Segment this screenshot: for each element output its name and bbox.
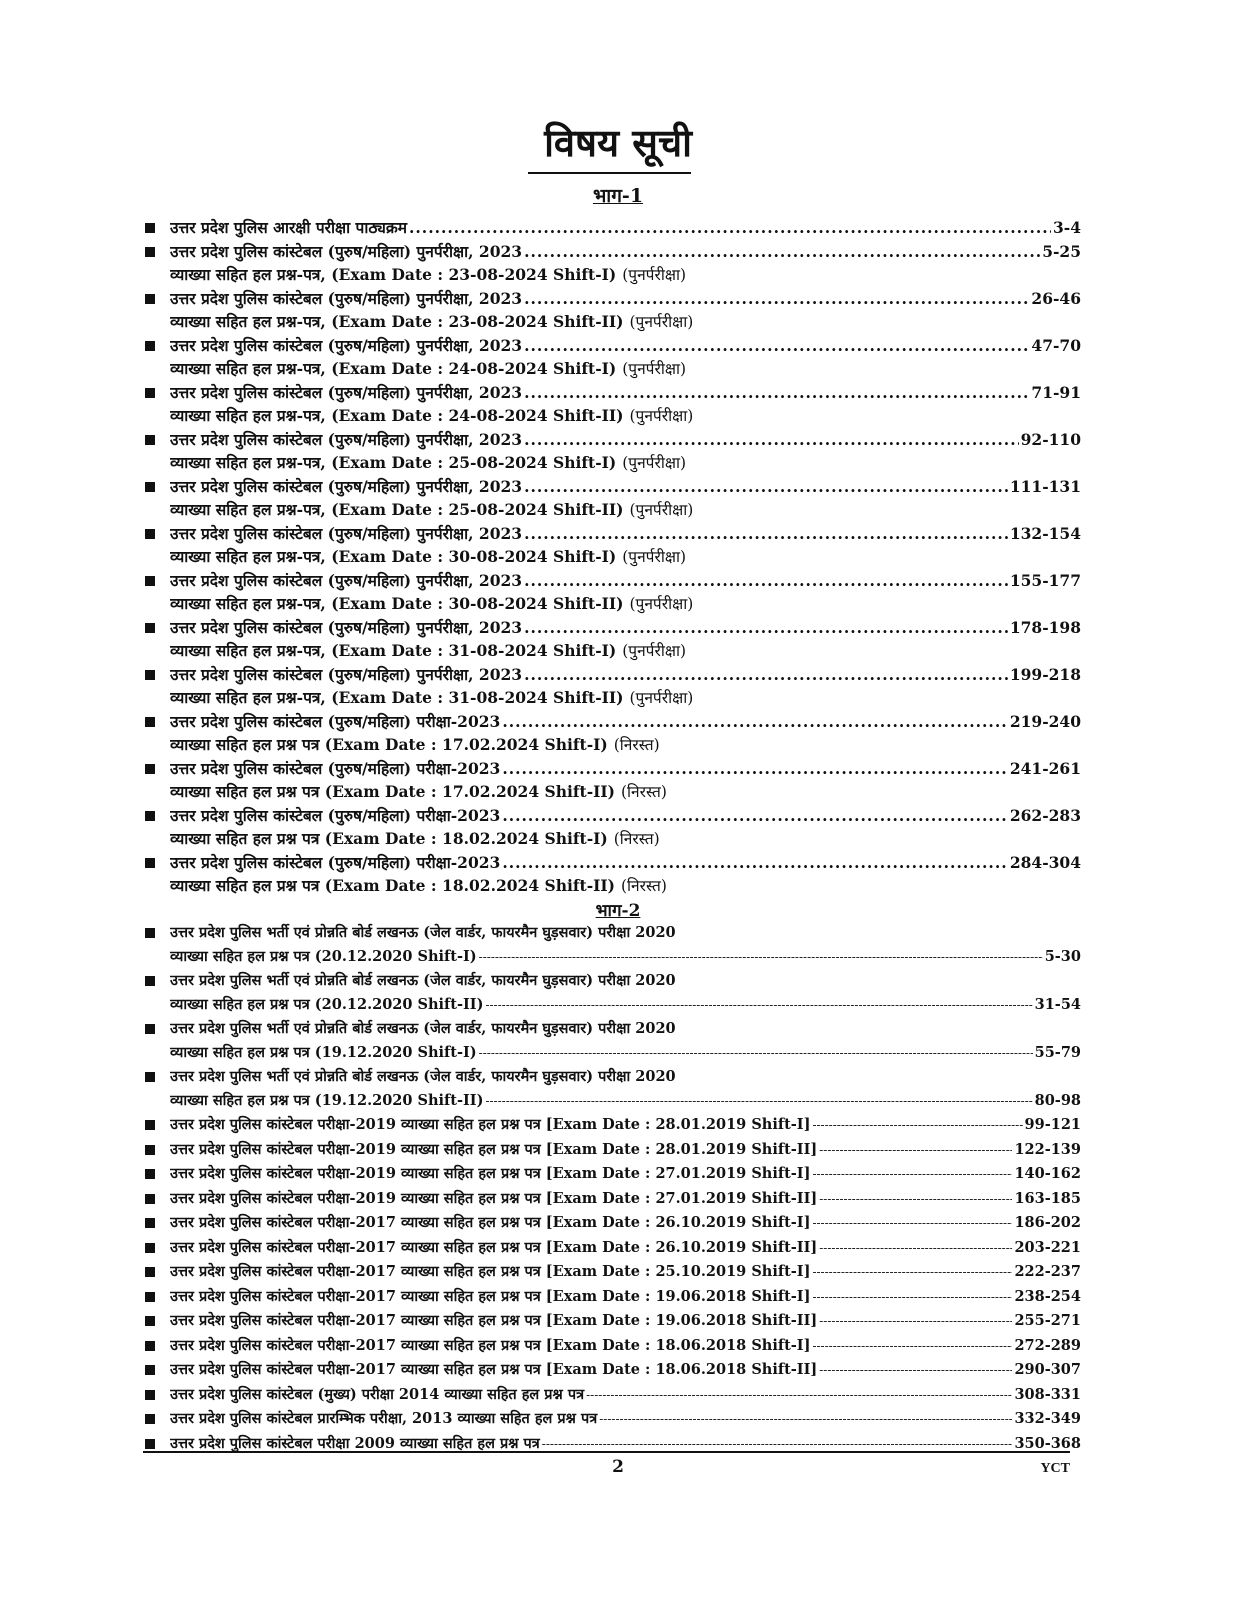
toc-title-line [170, 1260, 1081, 1285]
toc-page-range: 5-25 [1042, 242, 1081, 261]
dash-leader [812, 1286, 1012, 1310]
toc-entry-title: उत्तर प्रदेश पुलिस कांस्टेबल (पुरुष/महिला) परीक्षा-2023 [170, 806, 501, 825]
part1-contents-list [145, 216, 1081, 898]
dot-leader [524, 334, 1029, 357]
dash-leader [812, 1163, 1012, 1187]
dot-leader [524, 428, 1019, 451]
toc-entry-note: (निरस्त) [620, 783, 667, 801]
dot-leader [524, 287, 1029, 310]
toc-subtitle-line [170, 592, 1081, 616]
toc-entry-subtitle: व्याख्या सहित हल प्रश्न पत्र (Exam Date : 17.02.2024 Shift-II) [170, 782, 615, 801]
dot-leader [524, 240, 1040, 263]
dash-leader [812, 1114, 1022, 1138]
dot-leader [502, 851, 1008, 874]
toc-title-line [170, 522, 1081, 545]
toc-entry-note: (पुनर्परीक्षा) [629, 595, 694, 613]
toc-entry-title: उत्तर प्रदेश पुलिस कांस्टेबल (पुरुष/महिला) पुनर्परीक्षा, 2023 [170, 524, 523, 543]
toc-title-line [170, 1358, 1081, 1383]
bullet-square-icon [145, 1341, 155, 1351]
toc-title-line [170, 240, 1081, 263]
toc-entry [145, 1309, 1081, 1334]
bullet-square-icon [145, 435, 155, 445]
title-underline [528, 172, 691, 174]
toc-subtitle-line [170, 1089, 1081, 1114]
toc-entry [145, 1113, 1081, 1138]
toc-title-line [170, 381, 1081, 404]
bullet-square-icon [145, 1169, 155, 1179]
dash-leader [812, 1335, 1012, 1359]
toc-page-range: 350-368 [1014, 1434, 1081, 1452]
bullet-square-icon [145, 1218, 155, 1228]
toc-entry-title: उत्तर प्रदेश पुलिस कांस्टेबल (पुरुष/महिला) परीक्षा-2023 [170, 712, 501, 731]
toc-entry [145, 1211, 1081, 1236]
toc-page-range: 186-202 [1014, 1214, 1081, 1231]
toc-page-range: 132-154 [1009, 524, 1081, 543]
bullet-square-icon [145, 1439, 155, 1449]
toc-title-line [170, 804, 1081, 827]
toc-title-line [170, 569, 1081, 592]
toc-entry-note: (पुनर्परीक्षा) [629, 689, 694, 707]
bullet-square-icon [145, 1365, 155, 1375]
toc-entry-title: उत्तर प्रदेश पुलिस कांस्टेबल परीक्षा-2019 व्याख्या सहित हल प्रश्न पत्र [Exam Date : 28.01.2019 Shift-II] [170, 1140, 818, 1158]
toc-entry [145, 851, 1081, 898]
bullet-square-icon [145, 294, 155, 304]
toc-entry-title: उत्तर प्रदेश पुलिस कांस्टेबल (पुरुष/महिला) परीक्षा-2023 [170, 853, 501, 872]
toc-entry-note: (पुनर्परीक्षा) [622, 642, 687, 660]
toc-page-range: 272-289 [1014, 1336, 1081, 1354]
toc-entry [145, 1065, 1081, 1113]
bullet-square-icon [145, 1414, 155, 1424]
toc-title-line [170, 663, 1081, 686]
toc-page-range: 92-110 [1020, 430, 1081, 449]
toc-entry-note: (पुनर्परीक्षा) [622, 548, 687, 566]
dash-leader [819, 1310, 1012, 1334]
bullet-square-icon [145, 1120, 155, 1130]
page-title: विषय सूची [544, 120, 692, 165]
toc-page-range: 55-79 [1034, 1043, 1081, 1061]
bullet-square-icon [145, 764, 155, 774]
toc-entry-note: (पुनर्परीक्षा) [622, 360, 687, 378]
toc-title-line [170, 1017, 1081, 1041]
toc-entry-note: (पुनर्परीक्षा) [622, 454, 687, 472]
toc-entry-subtitle: व्याख्या सहित हल प्रश्न-पत्र, (Exam Date : 31-08-2024 Shift-II) [170, 688, 624, 707]
toc-title-line [170, 1334, 1081, 1359]
toc-title-line [170, 1162, 1081, 1187]
toc-entry [145, 1334, 1081, 1359]
toc-entry-title: उत्तर प्रदेश पुलिस कांस्टेबल परीक्षा-2019 व्याख्या सहित हल प्रश्न पत्र [Exam Date : 27.01.2019 Shift-I] [170, 1165, 811, 1182]
bullet-square-icon [145, 1267, 155, 1277]
toc-title-line [170, 851, 1081, 874]
toc-entry-title: उत्तर प्रदेश पुलिस कांस्टेबल (पुरुष/महिला) पुनर्परीक्षा, 2023 [170, 665, 523, 684]
toc-subtitle-line [170, 639, 1081, 663]
toc-entry [145, 1383, 1081, 1408]
toc-page-range: 203-221 [1014, 1238, 1081, 1256]
dot-leader [524, 522, 1008, 545]
toc-title-line [170, 287, 1081, 310]
toc-page-range: 3-4 [1052, 218, 1081, 237]
toc-page-range: 308-331 [1014, 1385, 1081, 1403]
bullet-square-icon [145, 247, 155, 257]
toc-title-line [170, 1407, 1081, 1432]
publisher-brand: YCT [1040, 1461, 1070, 1476]
toc-page-range: 155-177 [1009, 571, 1081, 590]
dash-leader [819, 1359, 1012, 1383]
dot-leader [524, 616, 1008, 639]
toc-page-range: 199-218 [1009, 665, 1081, 684]
toc-title-line [170, 616, 1081, 639]
toc-page-range: 99-121 [1024, 1116, 1081, 1133]
toc-entry [145, 1358, 1081, 1383]
toc-page-range: 26-46 [1031, 289, 1081, 308]
dash-leader [812, 1261, 1012, 1285]
toc-subtitle-line [170, 310, 1081, 334]
toc-entry-note: (पुनर्परीक्षा) [629, 407, 694, 425]
toc-entry-title: उत्तर प्रदेश पुलिस कांस्टेबल परीक्षा 2009 व्याख्या सहित हल प्रश्न पत्र [170, 1434, 540, 1452]
toc-entry-subtitle: व्याख्या सहित हल प्रश्न पत्र (19.12.2020 Shift-I) [170, 1043, 477, 1061]
dot-leader [524, 663, 1008, 686]
toc-entry-subtitle: व्याख्या सहित हल प्रश्न पत्र (Exam Date : 18.02.2024 Shift-II) [170, 876, 615, 895]
footer-rule [143, 1451, 1070, 1453]
part2-heading-text: भाग-2 [595, 901, 641, 921]
toc-entry [145, 1407, 1081, 1432]
dash-leader [485, 994, 1032, 1018]
dot-leader [524, 569, 1008, 592]
part2-heading [0, 899, 1236, 923]
toc-title-line [170, 1113, 1081, 1138]
toc-subtitle-line [170, 733, 1081, 757]
part2-contents-list [145, 921, 1081, 1456]
toc-entry-title: उत्तर प्रदेश पुलिस कांस्टेबल परीक्षा-2017 व्याख्या सहित हल प्रश्न पत्र [Exam Date : 18.06.2018 Shift-II] [170, 1361, 818, 1378]
toc-page-range: 241-261 [1009, 759, 1081, 778]
toc-subtitle-line [170, 498, 1081, 522]
toc-entry-subtitle: व्याख्या सहित हल प्रश्न पत्र (Exam Date : 18.02.2024 Shift-I) [170, 829, 608, 848]
dot-leader [502, 757, 1008, 780]
bullet-square-icon [145, 1145, 155, 1155]
toc-entry-subtitle: व्याख्या सहित हल प्रश्न-पत्र, (Exam Date : 30-08-2024 Shift-I) [170, 547, 617, 566]
bullet-square-icon [145, 858, 155, 868]
toc-title-line [170, 1309, 1081, 1334]
toc-entry-subtitle: व्याख्या सहित हल प्रश्न-पत्र, (Exam Date : 30-08-2024 Shift-II) [170, 594, 624, 613]
toc-subtitle-line [170, 451, 1081, 475]
toc-page-range: 222-237 [1014, 1263, 1081, 1280]
toc-title-line [170, 428, 1081, 451]
toc-entry-title: उत्तर प्रदेश पुलिस कांस्टेबल (पुरुष/महिला) परीक्षा-2023 [170, 759, 501, 778]
toc-title-line [170, 216, 1081, 239]
toc-entry-subtitle: व्याख्या सहित हल प्रश्न-पत्र, (Exam Date : 23-08-2024 Shift-II) [170, 312, 624, 331]
toc-page-range: 80-98 [1034, 1091, 1081, 1109]
toc-page-range: 47-70 [1031, 336, 1081, 355]
page-number: 2 [612, 1457, 624, 1477]
toc-entry-title: उत्तर प्रदेश पुलिस भर्ती एवं प्रोन्नति बोर्ड लखनऊ (जेल वार्डर, फायरमैन घुड़सवार) परीक्षा 2020 [170, 1020, 676, 1037]
toc-entry [145, 569, 1081, 616]
bullet-square-icon [145, 223, 155, 233]
toc-entry-title: उत्तर प्रदेश पुलिस कांस्टेबल परीक्षा-2017 व्याख्या सहित हल प्रश्न पत्र [Exam Date : 25.10.2019 Shift-I] [170, 1263, 811, 1280]
toc-entry-title: उत्तर प्रदेश पुलिस आरक्षी परीक्षा पाठ्यक्रम [170, 218, 408, 237]
dash-leader [819, 1237, 1012, 1261]
toc-entry [145, 1162, 1081, 1187]
toc-entry-subtitle: व्याख्या सहित हल प्रश्न पत्र (20.12.2020 Shift-II) [170, 995, 484, 1013]
toc-entry-title: उत्तर प्रदेश पुलिस कांस्टेबल (पुरुष/महिला) पुनर्परीक्षा, 2023 [170, 618, 523, 637]
dot-leader [502, 804, 1008, 827]
toc-entry [145, 287, 1081, 334]
bullet-square-icon [145, 1243, 155, 1253]
toc-entry [145, 1017, 1081, 1065]
toc-page-range: 122-139 [1014, 1140, 1081, 1158]
toc-entry [145, 381, 1081, 428]
toc-entry-subtitle: व्याख्या सहित हल प्रश्न-पत्र, (Exam Date : 24-08-2024 Shift-I) [170, 359, 617, 378]
toc-entry-title: उत्तर प्रदेश पुलिस कांस्टेबल (पुरुष/महिला) पुनर्परीक्षा, 2023 [170, 571, 523, 590]
toc-subtitle-line [170, 357, 1081, 381]
toc-entry [145, 428, 1081, 475]
bullet-square-icon [145, 1024, 155, 1034]
toc-entry-title: उत्तर प्रदेश पुलिस कांस्टेबल (पुरुष/महिला) पुनर्परीक्षा, 2023 [170, 430, 523, 449]
toc-entry [145, 475, 1081, 522]
toc-subtitle-line [170, 545, 1081, 569]
toc-entry [145, 1285, 1081, 1310]
toc-entry-title: उत्तर प्रदेश पुलिस कांस्टेबल परीक्षा-2017 व्याख्या सहित हल प्रश्न पत्र [Exam Date : 26.10.2019 Shift-I] [170, 1214, 811, 1231]
bullet-square-icon [145, 717, 155, 727]
bullet-square-icon [145, 1072, 155, 1082]
dot-leader [502, 710, 1008, 733]
toc-entry [145, 1236, 1081, 1261]
bullet-square-icon [145, 976, 155, 986]
bullet-square-icon [145, 670, 155, 680]
toc-entry-title: उत्तर प्रदेश पुलिस कांस्टेबल परीक्षा-2019 व्याख्या सहित हल प्रश्न पत्र [Exam Date : 28.01.2019 Shift-I] [170, 1116, 811, 1133]
part1-heading [0, 182, 1236, 210]
toc-entry [145, 969, 1081, 1017]
toc-entry [145, 1260, 1081, 1285]
toc-page-range: 238-254 [1014, 1287, 1081, 1305]
toc-entry-subtitle: व्याख्या सहित हल प्रश्न-पत्र, (Exam Date : 23-08-2024 Shift-I) [170, 265, 617, 284]
toc-entry-title: उत्तर प्रदेश पुलिस कांस्टेबल परीक्षा-2017 व्याख्या सहित हल प्रश्न पत्र [Exam Date : 26.10.2019 Shift-II] [170, 1238, 818, 1256]
dash-leader [819, 1139, 1012, 1163]
toc-entry-subtitle: व्याख्या सहित हल प्रश्न-पत्र, (Exam Date : 31-08-2024 Shift-I) [170, 641, 617, 660]
toc-subtitle-line [170, 780, 1081, 804]
toc-page-range: 332-349 [1014, 1410, 1081, 1427]
toc-title-line [170, 1383, 1081, 1408]
toc-entry-title: उत्तर प्रदेश पुलिस कांस्टेबल (पुरुष/महिला) पुनर्परीक्षा, 2023 [170, 336, 523, 355]
toc-title-line [170, 1138, 1081, 1163]
dash-leader [812, 1212, 1012, 1236]
toc-entry-title: उत्तर प्रदेश पुलिस भर्ती एवं प्रोन्नति बोर्ड लखनऊ (जेल वार्डर, फायरमैन घुड़सवार) परीक्षा 2020 [170, 924, 676, 941]
toc-entry-title: उत्तर प्रदेश पुलिस कांस्टेबल (पुरुष/महिला) पुनर्परीक्षा, 2023 [170, 383, 523, 402]
bullet-square-icon [145, 1194, 155, 1204]
toc-entry [145, 757, 1081, 804]
bullet-square-icon [145, 1292, 155, 1302]
toc-title-line [170, 1236, 1081, 1261]
bullet-square-icon [145, 482, 155, 492]
toc-page-range: 140-162 [1014, 1165, 1081, 1182]
dash-leader [819, 1188, 1012, 1212]
toc-entry-title: उत्तर प्रदेश पुलिस कांस्टेबल परीक्षा-2017 व्याख्या सहित हल प्रश्न पत्र [Exam Date : 18.06.2018 Shift-I] [170, 1336, 811, 1354]
toc-entry [145, 1187, 1081, 1212]
bullet-square-icon [145, 341, 155, 351]
toc-entry [145, 804, 1081, 851]
bullet-square-icon [145, 1390, 155, 1400]
toc-page-range: 31-54 [1034, 995, 1081, 1013]
toc-page-range: 163-185 [1014, 1189, 1081, 1207]
toc-title-line [170, 475, 1081, 498]
toc-title-line [170, 757, 1081, 780]
toc-title-line [170, 1065, 1081, 1089]
toc-entry-title: उत्तर प्रदेश पुलिस कांस्टेबल परीक्षा-2017 व्याख्या सहित हल प्रश्न पत्र [Exam Date : 19.06.2018 Shift-II] [170, 1312, 818, 1329]
toc-subtitle-line [170, 404, 1081, 428]
toc-entry-subtitle: व्याख्या सहित हल प्रश्न पत्र (20.12.2020 Shift-I) [170, 947, 477, 965]
toc-entry-title: उत्तर प्रदेश पुलिस कांस्टेबल (पुरुष/महिला) पुनर्परीक्षा, 2023 [170, 242, 523, 261]
toc-entry-title: उत्तर प्रदेश पुलिस कांस्टेबल (पुरुष/महिला) पुनर्परीक्षा, 2023 [170, 289, 523, 308]
bullet-square-icon [145, 529, 155, 539]
toc-entry [145, 216, 1081, 240]
bullet-square-icon [145, 576, 155, 586]
bullet-square-icon [145, 388, 155, 398]
toc-entry-title: उत्तर प्रदेश पुलिस कांस्टेबल परीक्षा-2019 व्याख्या सहित हल प्रश्न पत्र [Exam Date : 27.01.2019 Shift-II] [170, 1189, 818, 1207]
toc-entry-note: (निरस्त) [620, 877, 667, 895]
toc-page-range: 111-131 [1009, 477, 1081, 496]
toc-entry-note: (पुनर्परीक्षा) [622, 266, 687, 284]
part1-heading-text: भाग-1 [592, 185, 644, 207]
dash-leader [586, 1384, 1012, 1408]
toc-entry-subtitle: व्याख्या सहित हल प्रश्न-पत्र, (Exam Date : 25-08-2024 Shift-I) [170, 453, 617, 472]
toc-entry [145, 1138, 1081, 1163]
toc-entry-title: उत्तर प्रदेश पुलिस कांस्टेबल प्रारम्भिक परीक्षा, 2013 व्याख्या सहित हल प्रश्न पत्र [170, 1410, 598, 1427]
toc-subtitle-line [170, 263, 1081, 287]
toc-entry [145, 710, 1081, 757]
toc-entry [145, 334, 1081, 381]
toc-page-range: 284-304 [1009, 853, 1081, 872]
dash-leader [479, 1042, 1033, 1066]
bullet-square-icon [145, 928, 155, 938]
toc-subtitle-line [170, 874, 1081, 898]
dash-leader [485, 1090, 1032, 1114]
toc-page-range: 255-271 [1014, 1312, 1081, 1329]
toc-page-range: 219-240 [1009, 712, 1081, 731]
toc-entry [145, 663, 1081, 710]
toc-subtitle-line [170, 827, 1081, 851]
toc-entry [145, 240, 1081, 287]
toc-page-range: 178-198 [1009, 618, 1081, 637]
toc-title-line [170, 1285, 1081, 1310]
toc-page-range: 262-283 [1009, 806, 1081, 825]
toc-entry-note: (पुनर्परीक्षा) [629, 501, 694, 519]
toc-entry [145, 616, 1081, 663]
toc-title-line [170, 921, 1081, 945]
toc-title-line [170, 710, 1081, 733]
dot-leader [524, 381, 1029, 404]
toc-entry-title: उत्तर प्रदेश पुलिस भर्ती एवं प्रोन्नति बोर्ड लखनऊ (जेल वार्डर, फायरमैन घुड़सवार) परीक्षा 2020 [170, 972, 676, 989]
toc-title-line [170, 1187, 1081, 1212]
bullet-square-icon [145, 811, 155, 821]
toc-title-line [170, 1211, 1081, 1236]
toc-entry [145, 921, 1081, 969]
toc-entry-title: उत्तर प्रदेश पुलिस भर्ती एवं प्रोन्नति बोर्ड लखनऊ (जेल वार्डर, फायरमैन घुड़सवार) परीक्षा 2020 [170, 1068, 676, 1085]
toc-entry-title: उत्तर प्रदेश पुलिस कांस्टेबल (मुख्य) परीक्षा 2014 व्याख्या सहित हल प्रश्न पत्र [170, 1385, 585, 1403]
dash-leader [479, 946, 1043, 970]
toc-subtitle-line [170, 686, 1081, 710]
dot-leader [409, 216, 1051, 239]
toc-entry-subtitle: व्याख्या सहित हल प्रश्न पत्र (19.12.2020 Shift-II) [170, 1091, 484, 1109]
toc-entry-title: उत्तर प्रदेश पुलिस कांस्टेबल (पुरुष/महिला) पुनर्परीक्षा, 2023 [170, 477, 523, 496]
dot-leader [524, 475, 1008, 498]
dash-leader [599, 1408, 1012, 1432]
toc-entry-note: (निरस्त) [613, 736, 660, 754]
toc-entry-subtitle: व्याख्या सहित हल प्रश्न-पत्र, (Exam Date : 24-08-2024 Shift-II) [170, 406, 624, 425]
toc-subtitle-line [170, 1041, 1081, 1066]
bullet-square-icon [145, 1316, 155, 1326]
toc-entry-subtitle: व्याख्या सहित हल प्रश्न पत्र (Exam Date : 17.02.2024 Shift-I) [170, 735, 608, 754]
toc-title-line [170, 334, 1081, 357]
toc-page-range: 5-30 [1044, 947, 1081, 965]
toc-entry-note: (पुनर्परीक्षा) [629, 313, 694, 331]
bullet-square-icon [145, 623, 155, 633]
toc-entry-subtitle: व्याख्या सहित हल प्रश्न-पत्र, (Exam Date : 25-08-2024 Shift-II) [170, 500, 624, 519]
toc-entry-note: (निरस्त) [613, 830, 660, 848]
toc-page-range: 71-91 [1031, 383, 1081, 402]
toc-subtitle-line [170, 945, 1081, 970]
toc-title-line [170, 969, 1081, 993]
toc-page-range: 290-307 [1014, 1361, 1081, 1378]
toc-subtitle-line [170, 993, 1081, 1018]
toc-entry [145, 522, 1081, 569]
toc-entry-title: उत्तर प्रदेश पुलिस कांस्टेबल परीक्षा-2017 व्याख्या सहित हल प्रश्न पत्र [Exam Date : 19.06.2018 Shift-I] [170, 1287, 811, 1305]
